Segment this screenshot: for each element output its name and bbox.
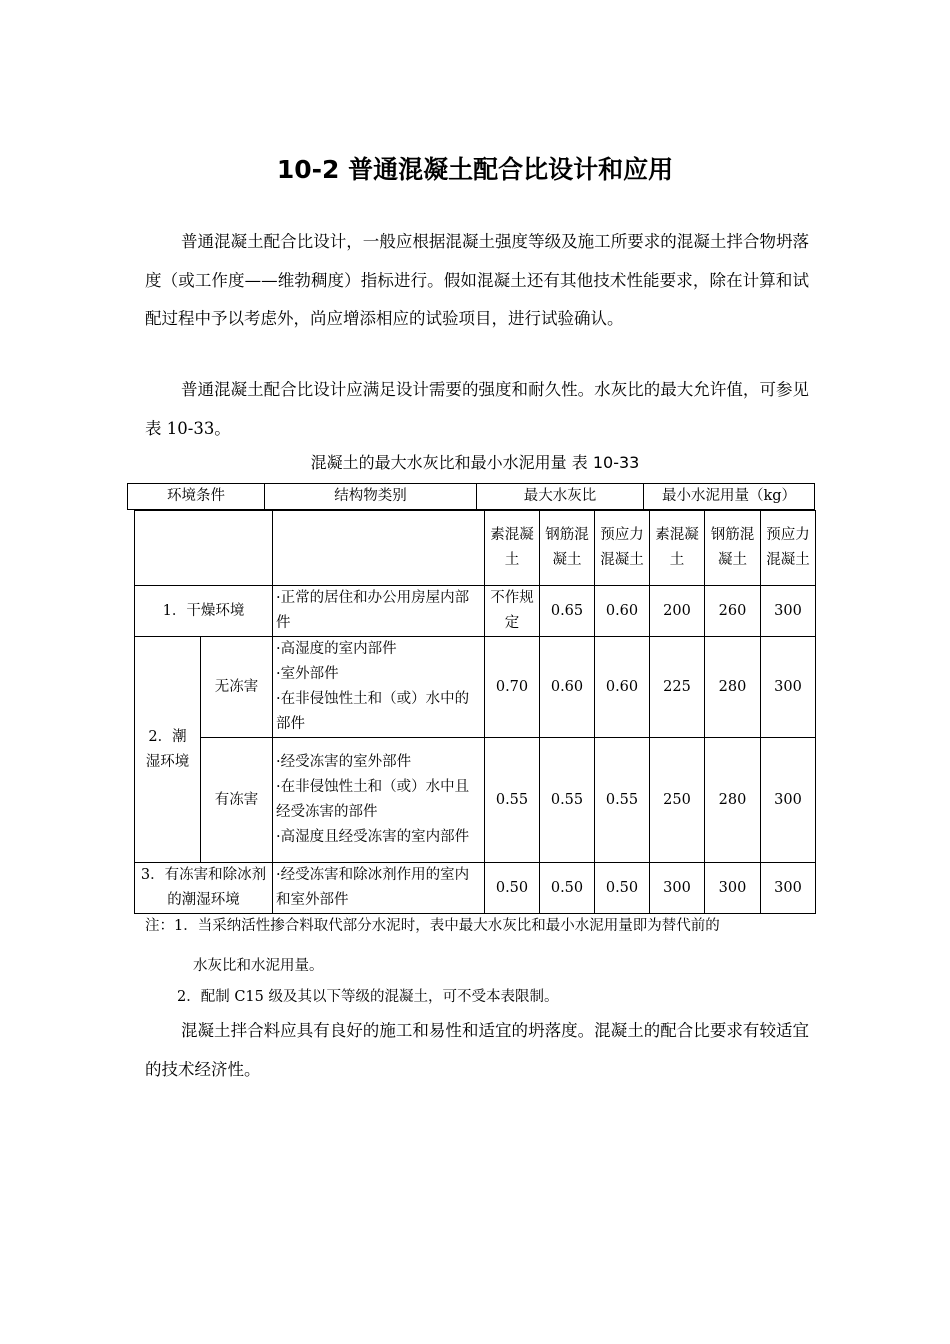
value-cell: 300	[761, 637, 816, 738]
value-cell: 250	[650, 738, 705, 863]
sub-header: 预应力混凝土	[595, 511, 650, 586]
table-row	[135, 637, 816, 738]
env-cell: 3．有冻害和除冰剂的潮湿环境	[135, 863, 273, 914]
table-caption: 混凝土的最大水灰比和最小水泥用量 表 10-33	[310, 453, 640, 472]
env-cell: 1．干燥环境	[135, 586, 273, 637]
value-cell: 0.65	[540, 586, 595, 637]
value-cell: 0.55	[595, 738, 650, 863]
header-max-wc-ratio: 最大水灰比	[477, 484, 644, 510]
table-group-header	[127, 483, 815, 510]
structure-cell: ·经受冻害的室外部件 ·在非侵蚀性土和（或）水中且经受冻害的部件 ·高湿度且经受冻害的室内部件	[273, 738, 485, 863]
value-cell: 225	[650, 637, 705, 738]
sub-header: 钢筋混凝土	[540, 511, 595, 586]
value-cell: 0.60	[540, 637, 595, 738]
value-cell: 280	[705, 738, 761, 863]
table-note-1-cont: 水灰比和水泥用量。	[193, 958, 324, 974]
value-cell: 0.50	[595, 863, 650, 914]
page-title: 10-2 普通混凝土配合比设计和应用	[276, 155, 674, 184]
sub-header: 素混凝土	[650, 511, 705, 586]
sub-header-row	[135, 511, 816, 586]
value-cell: 300	[761, 586, 816, 637]
value-cell: 0.55	[485, 738, 540, 863]
value-cell: 300	[705, 863, 761, 914]
env-cell: 2．潮湿环境	[135, 637, 201, 863]
structure-cell: ·正常的居住和办公用房屋内部件	[273, 586, 485, 637]
value-cell: 300	[650, 863, 705, 914]
mix-paragraph: 混凝土拌合料应具有良好的施工和易性和适宜的坍落度。混凝土的配合比要求有较适宜的技术经济性。	[145, 1021, 809, 1079]
value-cell: 不作规定	[485, 586, 540, 637]
structure-cell: ·经受冻害和除冰剂作用的室内和室外部件	[273, 863, 485, 914]
data-table	[134, 510, 816, 914]
value-cell: 0.60	[595, 586, 650, 637]
sub-env-cell: 无冻害	[201, 637, 273, 738]
table-row	[135, 738, 816, 863]
header-min-cement: 最小水泥用量（kg）	[644, 484, 815, 510]
header-structure: 结构物类别	[265, 484, 477, 510]
table-row	[135, 863, 816, 914]
design-paragraph: 普通混凝土配合比设计应满足设计需要的强度和耐久性。水灰比的最大允许值，可参见表 10-33。	[145, 380, 809, 438]
sub-header: 预应力混凝土	[761, 511, 816, 586]
table-note-2: 2．配制 C15 级及其以下等级的混凝土，可不受本表限制。	[177, 989, 559, 1005]
value-cell: 280	[705, 637, 761, 738]
value-cell: 260	[705, 586, 761, 637]
sub-header: 素混凝土	[485, 511, 540, 586]
header-environment: 环境条件	[128, 484, 265, 510]
value-cell: 0.50	[540, 863, 595, 914]
table-row	[135, 586, 816, 637]
value-cell: 0.50	[485, 863, 540, 914]
empty-cell	[273, 511, 485, 586]
table-note-1: 注：1．当采纳活性掺合料取代部分水泥时，表中最大水灰比和最小水泥用量即为替代前的	[145, 918, 720, 934]
value-cell: 0.55	[540, 738, 595, 863]
value-cell: 0.70	[485, 637, 540, 738]
value-cell: 0.60	[595, 637, 650, 738]
sub-header: 钢筋混凝土	[705, 511, 761, 586]
intro-paragraph: 普通混凝土配合比设计，一般应根据混凝土强度等级及施工所要求的混凝土拌合物坍落度（或工作度——维勃稠度）指标进行。假如混凝土还有其他技术性能要求，除在计算和试配过程中予以考虑外，尚应增添相应的试验项目，进行试验确认。	[145, 232, 809, 328]
value-cell: 300	[761, 738, 816, 863]
value-cell: 200	[650, 586, 705, 637]
value-cell: 300	[761, 863, 816, 914]
sub-env-cell: 有冻害	[201, 738, 273, 863]
empty-cell	[135, 511, 273, 586]
structure-cell: ·高湿度的室内部件 ·室外部件 ·在非侵蚀性土和（或）水中的部件	[273, 637, 485, 738]
